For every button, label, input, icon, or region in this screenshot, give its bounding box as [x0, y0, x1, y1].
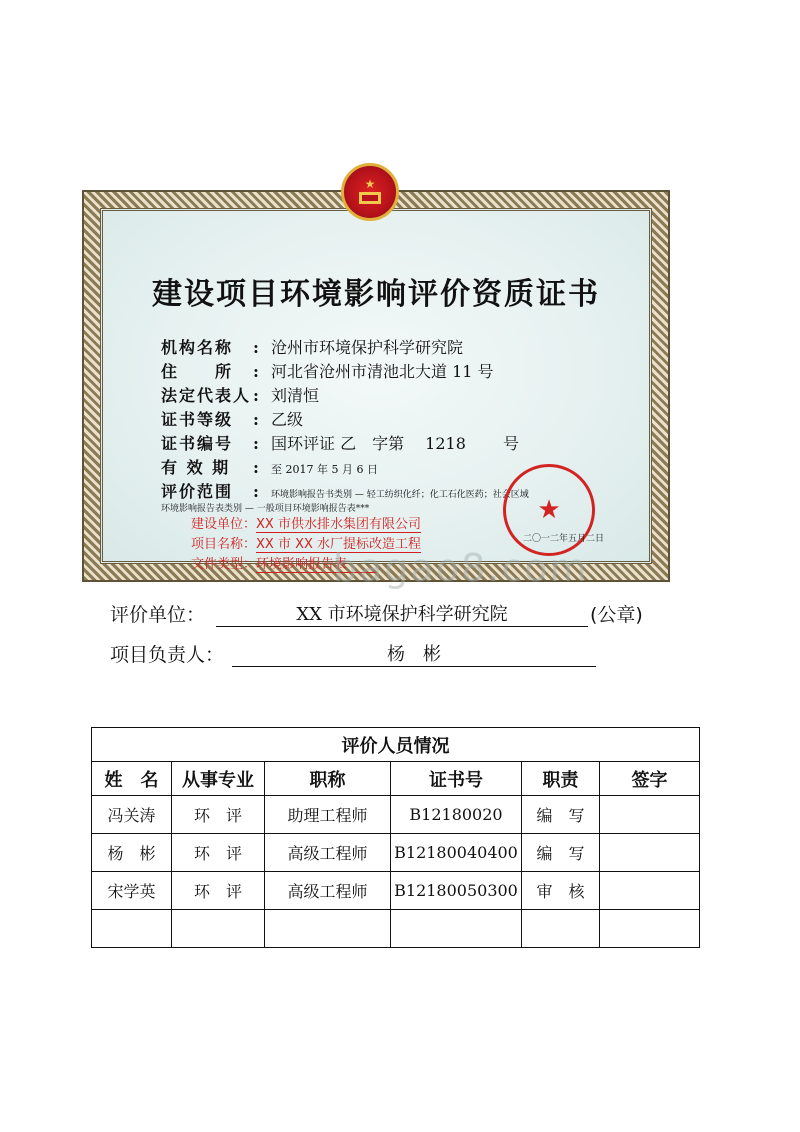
- official-seal-suffix: (公章): [590, 604, 643, 626]
- cell-title: 高级工程师: [265, 834, 391, 872]
- table-row: [92, 872, 700, 910]
- cell-title: 高级工程师: [265, 872, 391, 910]
- issue-date: 二〇一二年五月二日: [523, 534, 605, 544]
- header-name: 姓 名: [92, 762, 172, 796]
- project-leader-label: 项目负责人：: [110, 644, 225, 666]
- watermark-text: bagao8.com: [333, 546, 589, 590]
- cell-cert-no: B12180050300: [391, 872, 522, 910]
- field-org-name: 机构名称 : 沧州市环境保护科学研究院: [161, 338, 464, 357]
- cell-specialty: 环 评: [172, 796, 265, 834]
- cell-name: 杨 彬: [92, 834, 172, 872]
- cell-cert-no: B12180040400: [391, 834, 522, 872]
- cell-specialty: 环 评: [172, 834, 265, 872]
- red-seal-icon: ★: [503, 464, 595, 556]
- table-row: [92, 834, 700, 872]
- cell-duty: [522, 910, 600, 948]
- cell-signature: [600, 834, 700, 872]
- cell-cert-no: B12180020: [391, 796, 522, 834]
- table-row: [92, 796, 700, 834]
- project-leader-value: 杨 彬: [232, 640, 596, 667]
- field-cert-number: 证书编号 : 国环评证 乙 字第 1218 号: [161, 434, 519, 453]
- field-validity: 有 效 期 : 至 2017 年 5 月 6 日: [161, 458, 378, 477]
- cell-name: 宋学英: [92, 872, 172, 910]
- cell-signature: [600, 872, 700, 910]
- field-scope: 评价范围 : 环境影响报告书类别 — 轻工纺织化纤；化工石化医药；社会区域: [161, 482, 529, 501]
- evaluation-unit-value: XX 市环境保护科学研究院: [216, 600, 588, 627]
- cell-name: 冯关涛: [92, 796, 172, 834]
- overlay-project-name: 项目名称：XX 市 XX 水厂提标改造工程: [191, 537, 422, 552]
- header-title: 职称: [265, 762, 391, 796]
- cell-specialty: 环 评: [172, 872, 265, 910]
- header-signature: 签字: [600, 762, 700, 796]
- cell-duty: 审 核: [522, 872, 600, 910]
- cell-title: [265, 910, 391, 948]
- table-row: [92, 910, 700, 948]
- overlay-builder: 建设单位：XX 市供水排水集团有限公司: [191, 517, 421, 532]
- cell-signature: [600, 796, 700, 834]
- staff-table-header-row: [92, 762, 700, 796]
- staff-table: [91, 727, 700, 948]
- cell-duty: 编 写: [522, 834, 600, 872]
- cell-name: [92, 910, 172, 948]
- header-cert-no: 证书号: [391, 762, 522, 796]
- field-legal-rep: 法定代表人 : 刘清恒: [161, 386, 320, 405]
- field-grade: 证书等级 : 乙级: [161, 410, 304, 429]
- cell-specialty: [172, 910, 265, 948]
- certificate-title: 建设项目环境影响评价资质证书: [152, 277, 600, 312]
- certificate-image: [82, 190, 670, 590]
- national-emblem-icon: [341, 163, 399, 221]
- staff-table-caption: 评价人员情况: [92, 728, 700, 762]
- cell-cert-no: [391, 910, 522, 948]
- scope-line-2: 环境影响报告表类别 — 一般项目环境影响报告表***: [161, 504, 370, 514]
- svg-text:★: ★: [364, 177, 376, 191]
- header-duty: 职责: [522, 762, 600, 796]
- overlay-file-type: 文件类型：环境影响报告表: [191, 553, 377, 572]
- field-address: 住 所 : 河北省沧州市清池北大道 11 号: [161, 362, 494, 381]
- cell-title: 助理工程师: [265, 796, 391, 834]
- certificate-inner: [100, 208, 652, 590]
- cell-duty: 编 写: [522, 796, 600, 834]
- cell-signature: [600, 910, 700, 948]
- header-specialty: 从事专业: [172, 762, 265, 796]
- evaluation-unit-line: 评价单位：: [110, 604, 206, 626]
